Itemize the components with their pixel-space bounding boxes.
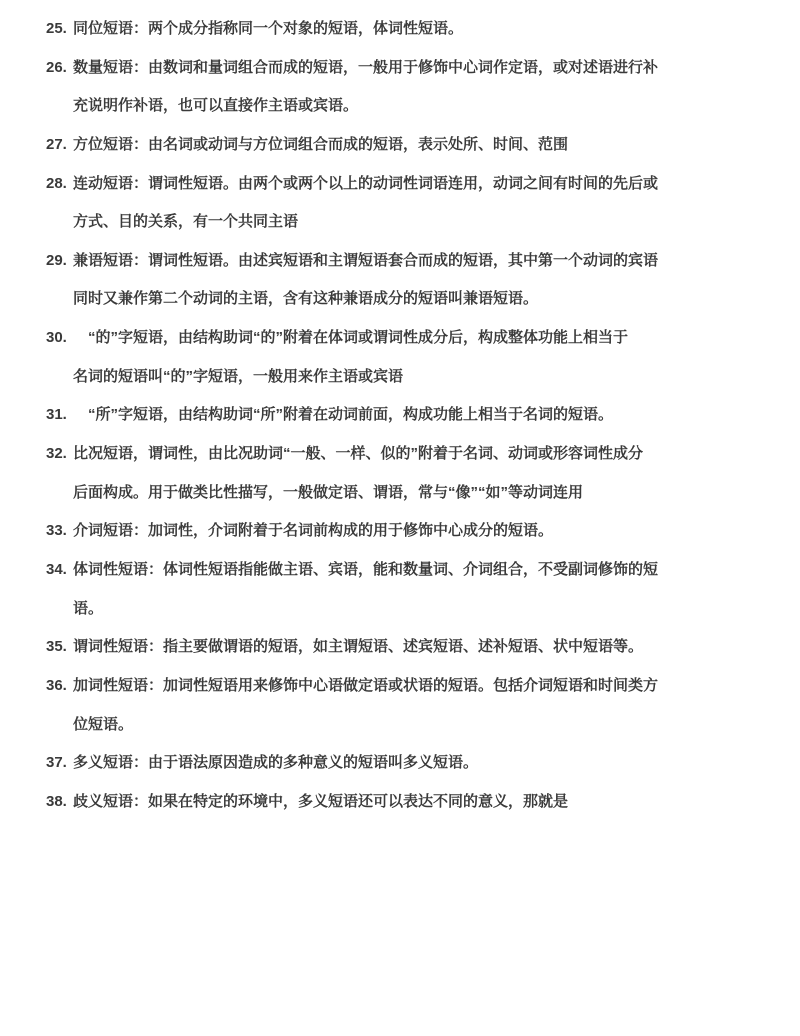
item-continuation-line [46, 358, 756, 397]
item-first-line [46, 783, 756, 822]
list-item [46, 396, 756, 435]
item-first-line [46, 667, 756, 706]
list-item [46, 435, 756, 512]
item-continuation-line [46, 706, 756, 745]
item-text: 数量短语：由数词和量词组合而成的短语，一般用于修饰中心词作定语，或对述语进行补 [73, 58, 659, 76]
item-number: 34. [46, 560, 67, 578]
item-number: 38. [46, 792, 67, 810]
list-item [46, 242, 756, 319]
item-text: 方位短语：由名词或动词与方位词组合而成的短语，表示处所、时间、范围 [73, 135, 569, 153]
item-text: 加词性短语：加词性短语用来修饰中心语做定语或状语的短语。包括介词短语和时间类方 [73, 676, 659, 694]
item-continuation-line [46, 203, 756, 242]
item-number: 28. [46, 174, 67, 192]
list-item [46, 10, 756, 49]
item-text: 介词短语：加词性，介词附着于名词前构成的用于修饰中心成分的短语。 [73, 522, 554, 540]
item-text: 后面构成。用于做类比性描写，一般做定语、谓语，常与“像”“如”等动词连用 [73, 483, 584, 501]
list-item [46, 126, 756, 165]
list-item [46, 783, 756, 822]
item-number: 25. [46, 20, 67, 37]
item-text: 充说明作补语，也可以直接作主语或宾语。 [73, 97, 359, 115]
item-first-line [46, 744, 756, 783]
item-number: 26. [46, 58, 67, 76]
item-number: 37. [46, 754, 67, 772]
item-first-line [46, 512, 756, 551]
item-text: 多义短语：由于语法原因造成的多种意义的短语叫多义短语。 [73, 754, 479, 772]
item-text: 位短语。 [73, 715, 134, 733]
item-number: 30. [46, 329, 67, 347]
item-text: 比况短语，谓词性，由比况助词“一般、一样、似的”附着于名词、动词或形容词性成分 [73, 445, 644, 463]
item-number: 29. [46, 251, 67, 269]
item-continuation-line [46, 87, 756, 126]
item-text: “的”字短语，由结构助词“的”附着在体词或谓词性成分后，构成整体功能上相当于 [73, 329, 629, 347]
item-text: 同时又兼作第二个动词的主语，含有这种兼语成分的短语叫兼语短语。 [73, 290, 539, 308]
list-item [46, 165, 756, 242]
item-number: 32. [46, 445, 67, 463]
item-number: 36. [46, 676, 67, 694]
item-first-line [46, 551, 756, 590]
list-item [46, 551, 756, 628]
list-item [46, 744, 756, 783]
item-text: 同位短语：两个成分指称同一个对象的短语，体词性短语。 [73, 20, 464, 37]
item-continuation-line [46, 280, 756, 319]
item-first-line [46, 165, 756, 204]
definition-list [46, 10, 756, 821]
item-text: 名词的短语叫“的”字短语，一般用来作主语或宾语 [73, 367, 404, 385]
item-number: 31. [46, 406, 67, 424]
list-item [46, 49, 756, 126]
item-text: 语。 [73, 599, 104, 617]
list-item [46, 667, 756, 744]
item-first-line [46, 435, 756, 474]
item-first-line [46, 319, 756, 358]
list-item [46, 512, 756, 551]
item-first-line [46, 396, 756, 435]
item-first-line [46, 10, 756, 49]
item-continuation-line [46, 590, 756, 629]
item-text: 谓词性短语：指主要做谓语的短语，如主谓短语、述宾短语、述补短语、状中短语等。 [73, 638, 644, 656]
item-number: 27. [46, 135, 67, 153]
item-first-line [46, 242, 756, 281]
item-text: 连动短语：谓词性短语。由两个或两个以上的动词性词语连用，动词之间有时间的先后或 [73, 174, 659, 192]
list-item [46, 628, 756, 667]
item-first-line [46, 628, 756, 667]
item-text: “所”字短语，由结构助词“所”附着在动词前面，构成功能上相当于名词的短语。 [73, 406, 614, 424]
item-text: 方式、目的关系，有一个共同主语 [73, 213, 299, 231]
item-text: 歧义短语：如果在特定的环境中，多义短语还可以表达不同的意义，那就是 [73, 792, 569, 810]
item-number: 33. [46, 522, 67, 540]
item-first-line [46, 49, 756, 88]
item-number: 35. [46, 638, 67, 656]
item-text: 体词性短语：体词性短语指能做主语、宾语，能和数量词、介词组合，不受副词修饰的短 [73, 560, 659, 578]
item-text: 兼语短语：谓词性短语。由述宾短语和主谓短语套合而成的短语，其中第一个动词的宾语 [73, 251, 659, 269]
item-first-line [46, 126, 756, 165]
list-item [46, 319, 756, 396]
item-continuation-line [46, 474, 756, 513]
